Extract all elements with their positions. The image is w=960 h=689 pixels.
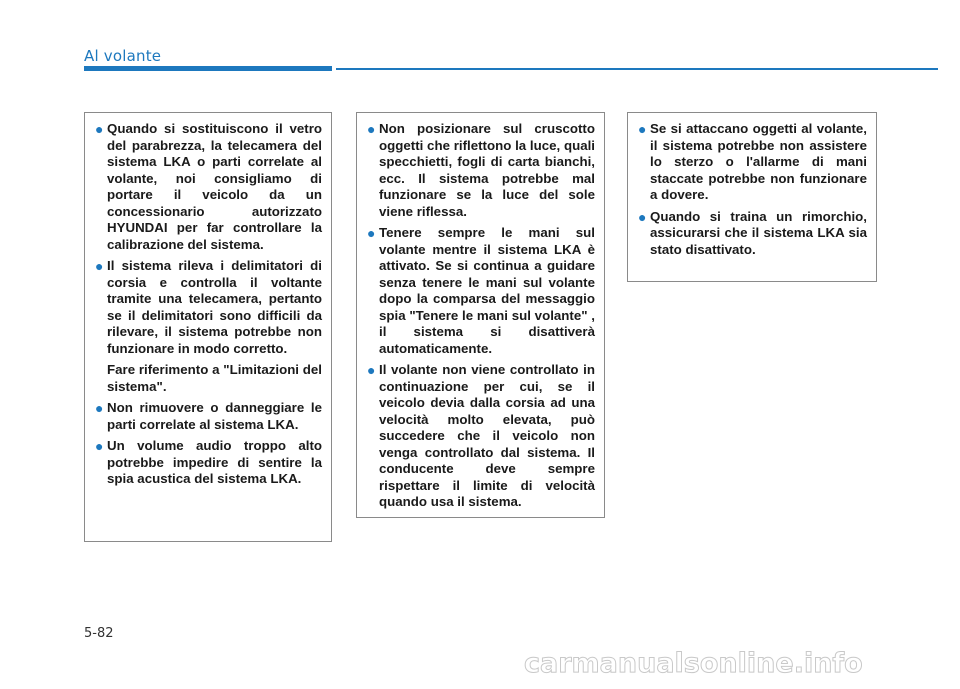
bullet-dot-icon: ● (95, 258, 104, 274)
bullet-dot-icon: ● (367, 225, 376, 241)
list-item (95, 438, 322, 488)
bullet-list-3 (638, 121, 867, 258)
list-item-text: Tenere sempre le mani sul volante mentre il sistema LKA è attivato. Se si continua a guidare senza tenere le mani sul volante dopo la comparsa del messaggio spia "Tenere le mani sul volante" , il sistema si disattiverà automaticamente. (379, 225, 595, 356)
header-rule-thin (336, 68, 938, 70)
caution-box-2 (356, 112, 605, 518)
caution-box-3 (627, 112, 877, 282)
list-item-text: Quando si traina un rimorchio, assicurarsi che il sistema LKA sia stato disattivato. (650, 208, 867, 257)
bullet-list-1 (95, 121, 322, 488)
list-item (95, 400, 322, 433)
bullet-list-2 (367, 121, 595, 511)
bullet-dot-icon: ● (95, 121, 104, 137)
list-item-text: Non posizionare sul cruscotto oggetti che riflettono la luce, quali specchietti, fogli di carta bianchi, ecc. Il sistema potrebbe mal funzionare se la luce del sole viene riflessa. (379, 121, 595, 219)
list-item-text: Il sistema rileva i delimitatori di corsia e controlla il voltante tramite una telecamera, pertanto se il delimitatori sono difficili da rilevare, il sistema potrebbe non funzionare in modo corretto. (107, 258, 322, 356)
list-item-reference: Fare riferimento a "Limitazioni del sistema". (107, 362, 322, 394)
list-item-text: Il volante non viene controllato in continuazione per cui, se il veicolo devia dalla corsia ad una velocità molto elevata, può succedere che il veicolo non venga controllato dal sistema. Il conducente deve sempre rispettare il limite di velocità quando usa il sistema. (379, 362, 595, 509)
list-item-text: Quando si sostituiscono il vetro del parabrezza, la telecamera del sistema LKA o parti correlate al volante, noi consigliamo di portare il veicolo da un concessionario autorizzato HYUNDAI per far controllare la calibrazione del sistema. (107, 121, 322, 252)
list-item (367, 225, 595, 357)
bullet-dot-icon: ● (367, 121, 376, 137)
header-rule-thick (84, 66, 332, 71)
bullet-dot-icon: ● (367, 362, 376, 378)
section-title: Al volante (84, 47, 162, 65)
bullet-dot-icon: ● (638, 121, 647, 137)
bullet-dot-icon: ● (638, 208, 647, 225)
list-item (638, 121, 867, 204)
caution-box-1 (84, 112, 332, 542)
bullet-dot-icon: ● (95, 400, 104, 416)
list-item (638, 209, 867, 259)
list-item (95, 121, 322, 253)
list-item (95, 258, 322, 395)
list-item-text: Non rimuovere o danneggiare le parti correlate al sistema LKA. (107, 400, 322, 432)
list-item (367, 362, 595, 511)
list-item-text: Un volume audio troppo alto potrebbe impedire di sentire la spia acustica del sistema LKA. (107, 438, 322, 486)
watermark: carmanualsonline.info (524, 648, 863, 679)
page-number: 5-82 (84, 626, 114, 641)
bullet-dot-icon: ● (95, 438, 104, 454)
list-item-text: Se si attaccano oggetti al volante, il sistema potrebbe non assistere lo sterzo o l'allarme di mani staccate potrebbe non funzionare a dovere. (650, 121, 867, 202)
list-item (367, 121, 595, 220)
